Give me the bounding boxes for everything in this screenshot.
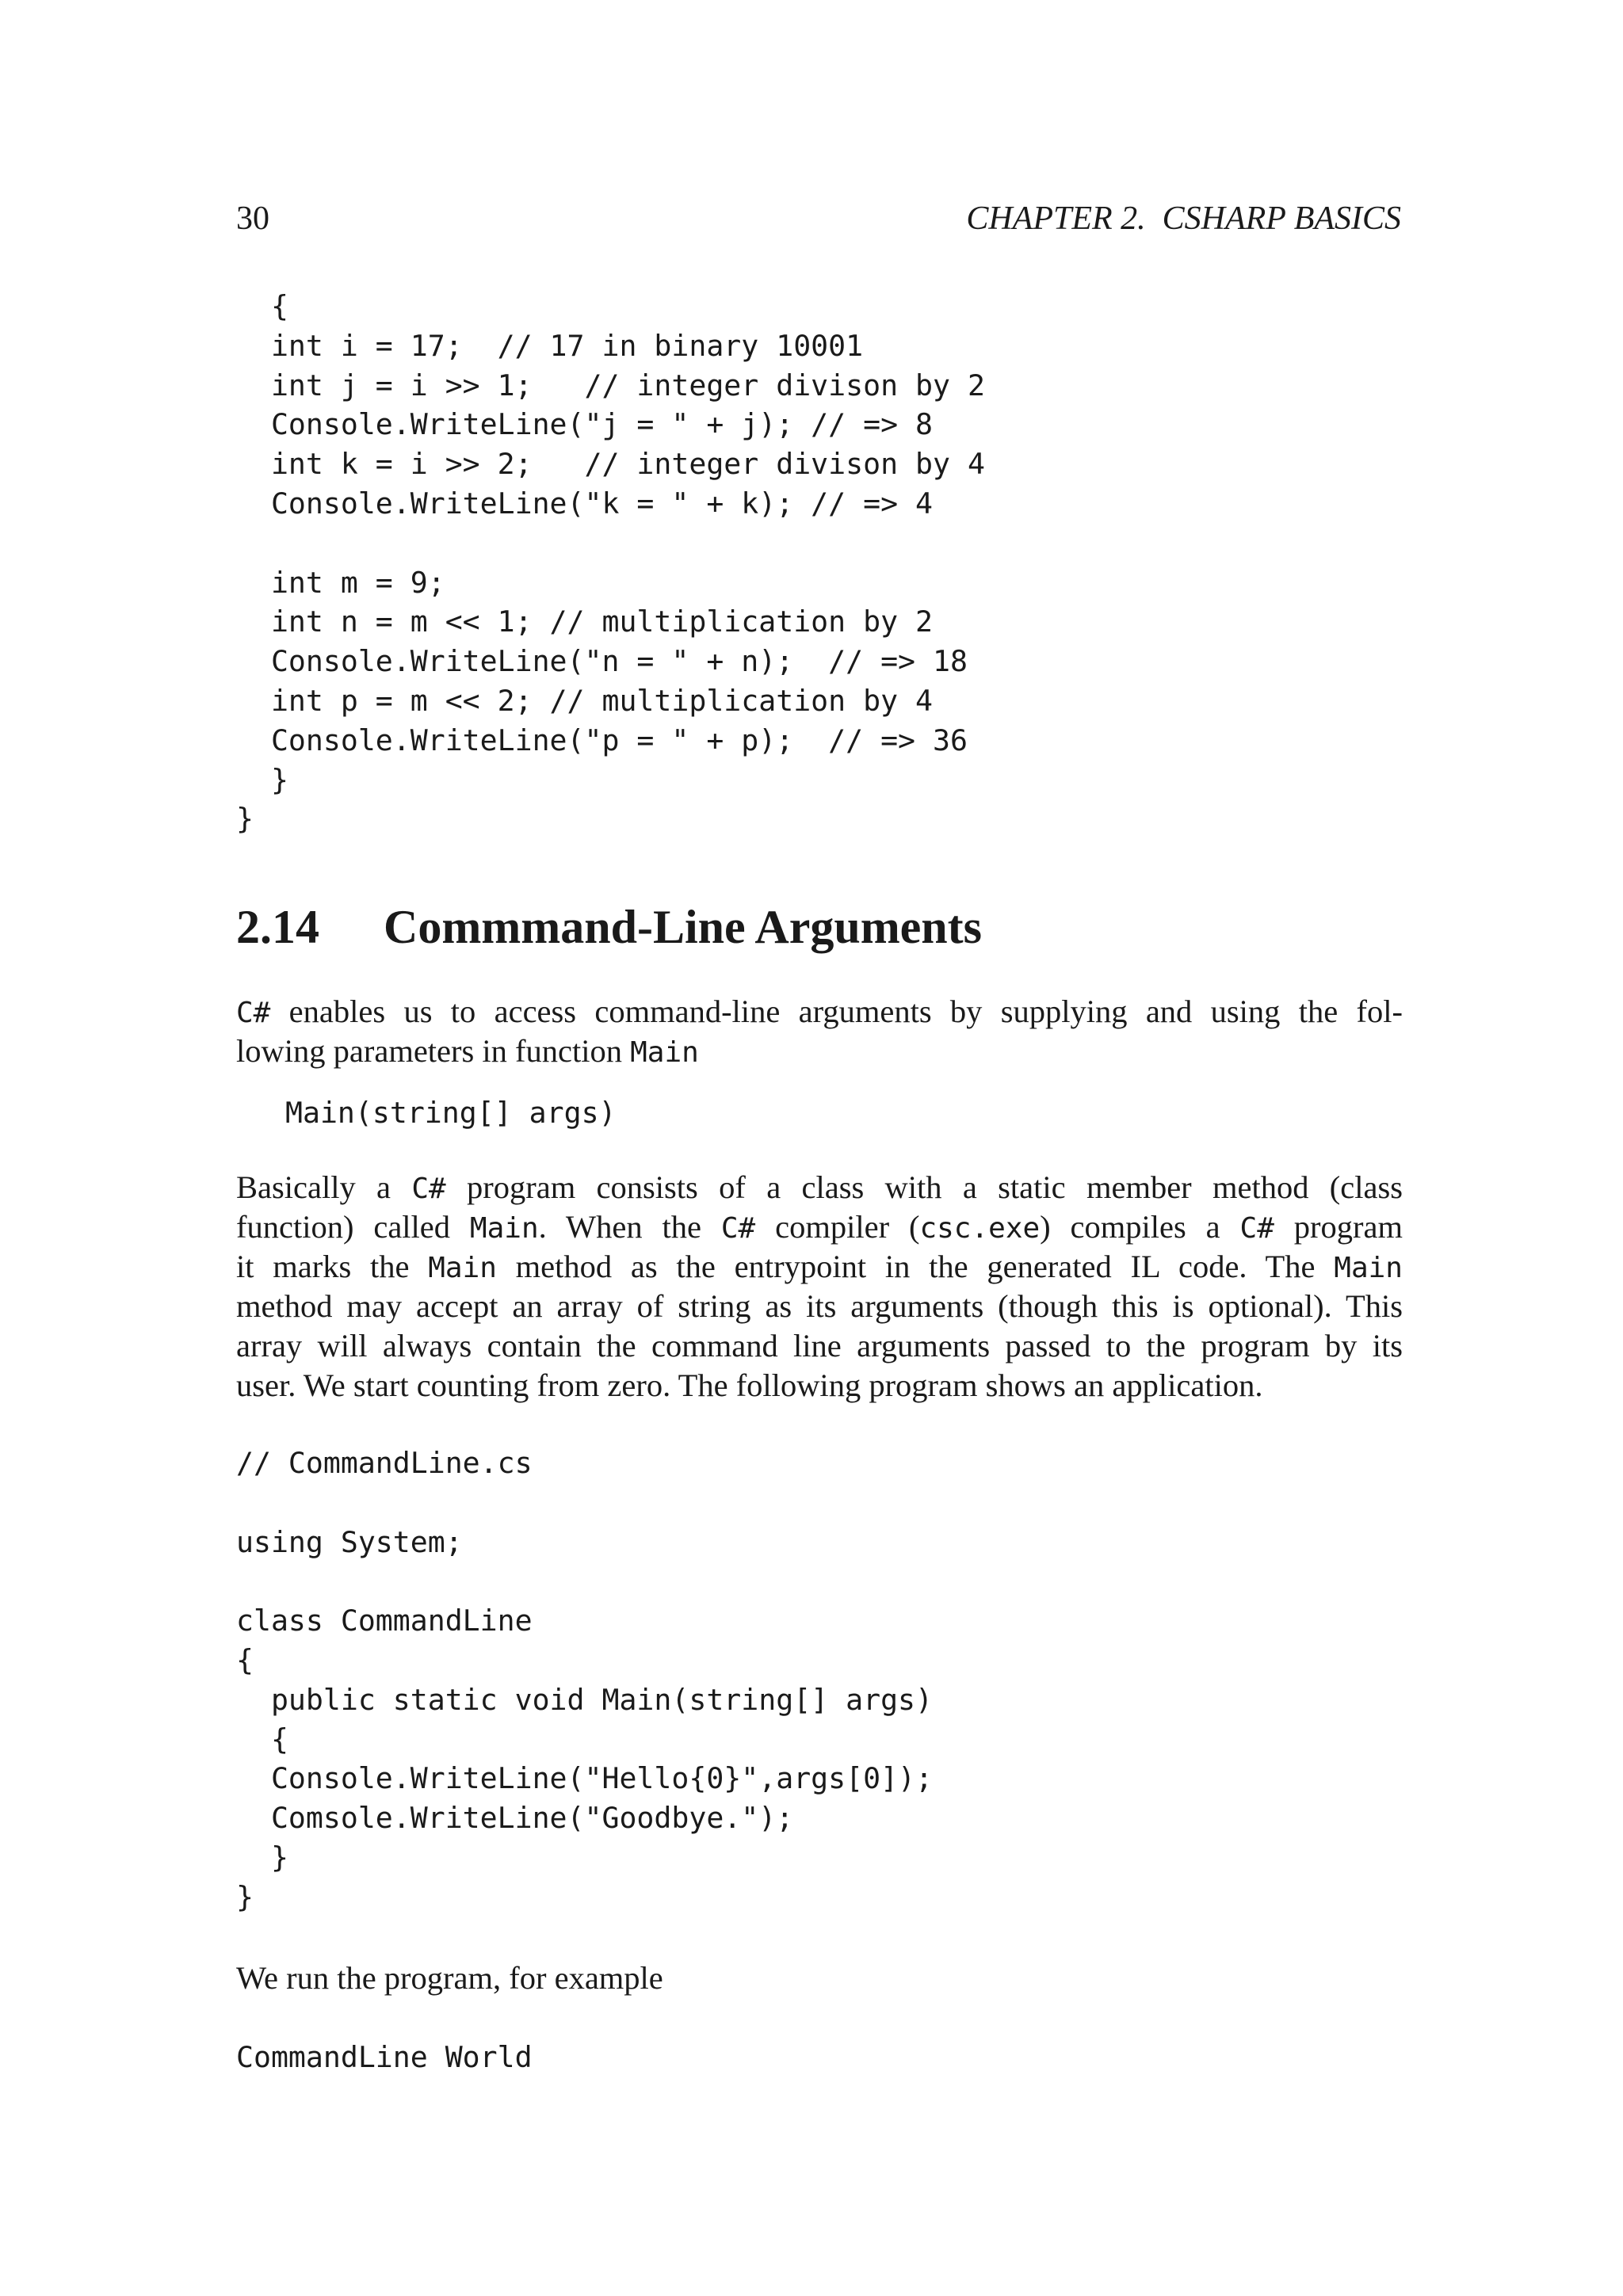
code-main-line: { — [236, 1722, 288, 1756]
code-main-line: // CommandLine.cs — [236, 1446, 533, 1480]
code-top-line: Console.WriteLine("k = " + k); // => 4 — [236, 486, 933, 521]
inline-code: C# — [236, 997, 271, 1029]
body-text: Basically a — [236, 1169, 412, 1205]
intro-line-1 — [236, 992, 1403, 1032]
inline-code: C# — [1239, 1212, 1274, 1245]
code-top-line — [236, 524, 985, 563]
body-paragraph — [236, 1168, 1403, 1405]
code-main-line — [236, 1483, 933, 1523]
page-number: 30 — [236, 200, 269, 237]
body-line-2 — [236, 1207, 1403, 1247]
body-text: program — [1274, 1209, 1403, 1245]
inline-code: csc.exe — [919, 1212, 1041, 1245]
code-top-line: int i = 17; // 17 in binary 10001 — [236, 328, 864, 363]
run-text: We run the program, for example — [236, 1960, 663, 1996]
code-top-line: int m = 9; — [236, 565, 445, 600]
code-top-line: { — [236, 289, 288, 323]
intro-text: enables us to access command-line arguments by supplying and using the fol- — [270, 994, 1403, 1029]
body-line-6: user. We start counting from zero. The following program shows an application. — [236, 1367, 1263, 1403]
body-line-1 — [236, 1168, 1403, 1207]
inline-code: Main — [1334, 1252, 1403, 1284]
body-line-5: array will always contain the command line arguments passed to the program by its — [236, 1328, 1403, 1363]
run-paragraph — [236, 1958, 1403, 1998]
code-top-line: } — [236, 762, 288, 797]
code-main-line: { — [236, 1642, 254, 1677]
body-text: ) compiles a — [1040, 1209, 1240, 1245]
body-text: method as the entrypoint in the generated IL code. The — [496, 1249, 1335, 1284]
code-listing-commandline — [236, 1444, 933, 1917]
body-text: it marks the — [236, 1249, 429, 1284]
code-main-line: Console.WriteLine("Hello{0}",args[0]); — [236, 1761, 933, 1796]
body-line-3 — [236, 1247, 1403, 1287]
code-top-line: Console.WriteLine("n = " + n); // => 18 — [236, 644, 968, 679]
code-main-line: public static void Main(string[] args) — [236, 1682, 933, 1717]
body-text: function) called — [236, 1209, 470, 1245]
code-top-line: } — [236, 802, 254, 837]
signature-code: Main(string[] args) — [285, 1096, 617, 1130]
code-top-line: int k = i >> 2; // integer divison by 4 — [236, 447, 985, 482]
run-command: CommandLine World — [236, 2040, 533, 2074]
code-top-line: int p = m << 2; // multiplication by 4 — [236, 683, 933, 718]
body-text: program consists of a class with a static member method (class — [445, 1169, 1403, 1205]
inline-code: C# — [411, 1173, 446, 1205]
body-line-4: method may accept an array of string as its arguments (though this is optional). This — [236, 1288, 1403, 1324]
intro-paragraph — [236, 992, 1403, 1071]
intro-text: lowing parameters in function — [236, 1033, 631, 1069]
code-top-line: Console.WriteLine("j = " + j); // => 8 — [236, 407, 933, 442]
code-main-line: using System; — [236, 1524, 463, 1559]
body-text: compiler ( — [755, 1209, 920, 1245]
inline-code: C# — [720, 1212, 756, 1245]
inline-code: Main — [630, 1036, 699, 1069]
intro-line-2 — [236, 1032, 1403, 1071]
code-main-line — [236, 1562, 933, 1601]
code-listing-shift-operators — [236, 287, 985, 839]
code-main-line: Comsole.WriteLine("Goodbye."); — [236, 1801, 794, 1836]
code-top-line: int j = i >> 1; // integer divison by 2 — [236, 368, 985, 402]
code-main-line: } — [236, 1879, 254, 1914]
section-number: 2.14 — [236, 901, 319, 953]
running-head: CHAPTER 2. CSHARP BASICS — [966, 200, 1401, 237]
code-top-line: int n = m << 1; // multiplication by 2 — [236, 605, 933, 639]
inline-code: Main — [428, 1252, 497, 1284]
code-main-line: class CommandLine — [236, 1604, 533, 1638]
section-heading — [236, 897, 982, 957]
body-text: . When the — [538, 1209, 721, 1245]
section-title: Commmand-Line Arguments — [384, 901, 983, 953]
inline-code: Main — [469, 1212, 539, 1245]
code-top-line: Console.WriteLine("p = " + p); // => 36 — [236, 723, 968, 757]
code-main-line: } — [236, 1840, 288, 1875]
